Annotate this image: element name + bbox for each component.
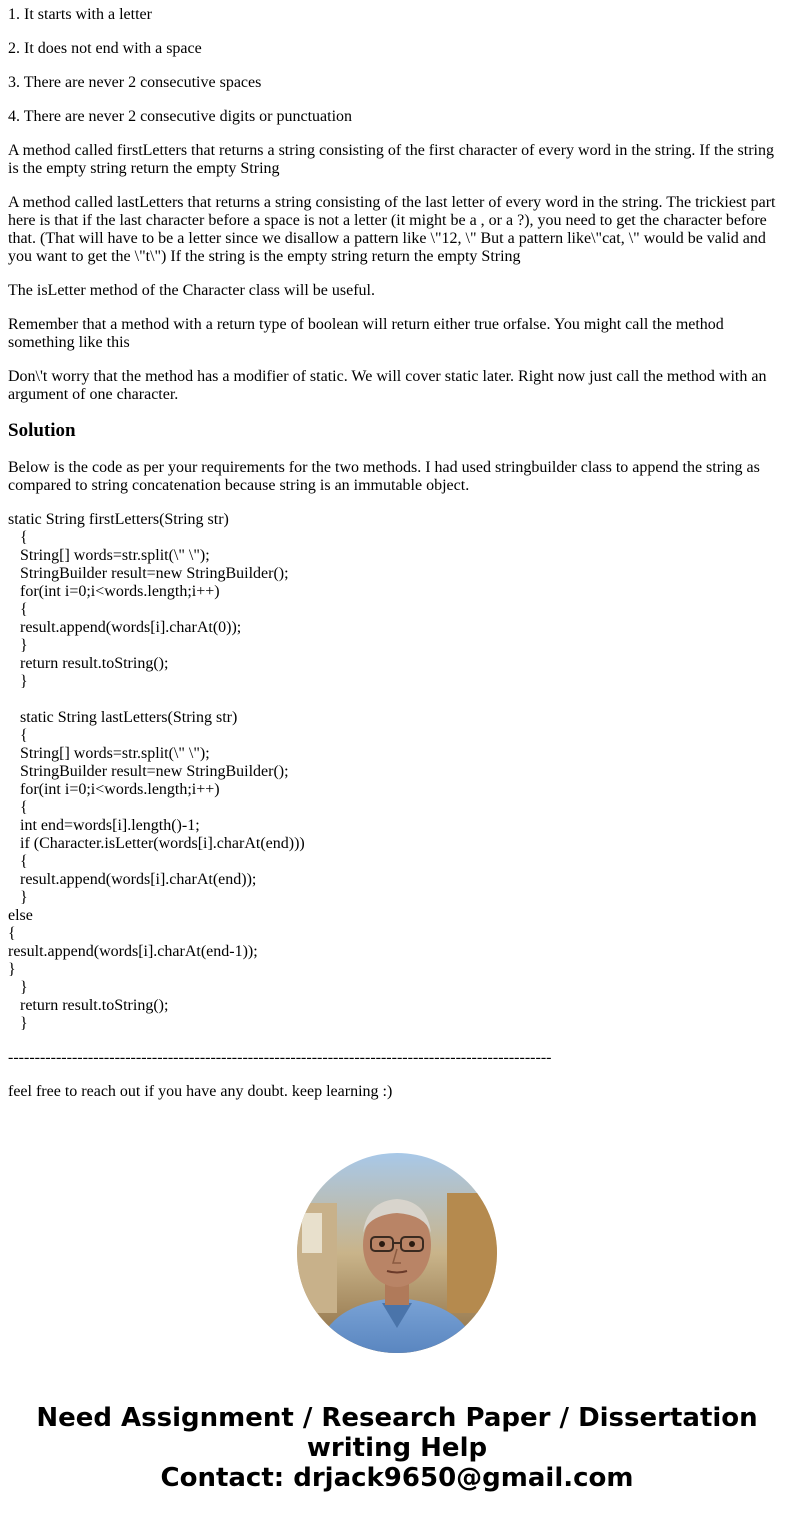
intro-item-3: 3. There are never 2 consecutive spaces (8, 74, 262, 91)
banner-contact-line: Contact: drjack9650@gmail.com (160, 1463, 634, 1493)
closing-text: feel free to reach out if you have any doubt. keep learning :) (8, 1083, 393, 1100)
banner-line-1: Need Assignment / Research Paper / Dissertation (36, 1403, 758, 1433)
author-avatar (297, 1153, 497, 1353)
solution-heading: Solution (8, 420, 76, 441)
paragraph-last-letters: A method called lastLetters that returns a string consisting of the last letter of every word in the string. The trickiest part here is that if the last character before a space is not a letter (it might be a , or a ?), you need to get the character before that. (That will have to be a letter since we disallow a pattern like \"12, \" But a pattern like\"cat, \" would be valid and you want to get the \"t\") If the string is the empty string return the empty String (8, 194, 776, 265)
paragraph-isletter: The isLetter method of the Character class will be useful. (8, 282, 375, 299)
paragraph-boolean: Remember that a method with a return type of boolean will return either true orfalse. You might call the method something like this (8, 316, 724, 351)
paragraph-first-letters: A method called firstLetters that returns a string consisting of the first character of every word in the string. If the string is the empty string return the empty String (8, 142, 774, 177)
intro-item-2: 2. It does not end with a space (8, 40, 202, 57)
banner-line-2: writing Help (306, 1433, 488, 1463)
contact-banner (0, 1403, 794, 1493)
paragraph-static: Don\'t worry that the method has a modifier of static. We will cover static later. Right now just call the method with an argument of one character. (8, 368, 767, 403)
code-block: static String firstLetters(String str) { String[] words=str.split(\" \"); StringBuilder result=new StringBuilder(); for(int i=0;i<words.length;i++) { result.append(words[i].charAt(0)); } return result.toString(); } static String lastLetters(String str) { String[] words=str.split(\" \"); StringBuilder result=new StringBuilder(); for(int i=0;i<words.length;i++) { int end=words[i].length()-1; if (Character.isLetter(words[i].charAt(end))) { result.append(words[i].charAt(end)); } else { result.append(words[i].charAt(end-1)); } } return result.toString(); } (8, 511, 305, 1032)
solution-intro: Below is the code as per your requirements for the two methods. I had used stringbuilder class to append the string as compared to string concatenation because string is an immutable object. (8, 459, 760, 494)
intro-item-4: 4. There are never 2 consecutive digits or punctuation (8, 108, 353, 125)
author-photo-illustration (297, 1153, 497, 1353)
document-body (8, 6, 784, 1117)
intro-item-1: 1. It starts with a letter (8, 6, 152, 23)
divider-line: ------------------------------------------------------------------------------------------------------ (8, 1049, 552, 1066)
